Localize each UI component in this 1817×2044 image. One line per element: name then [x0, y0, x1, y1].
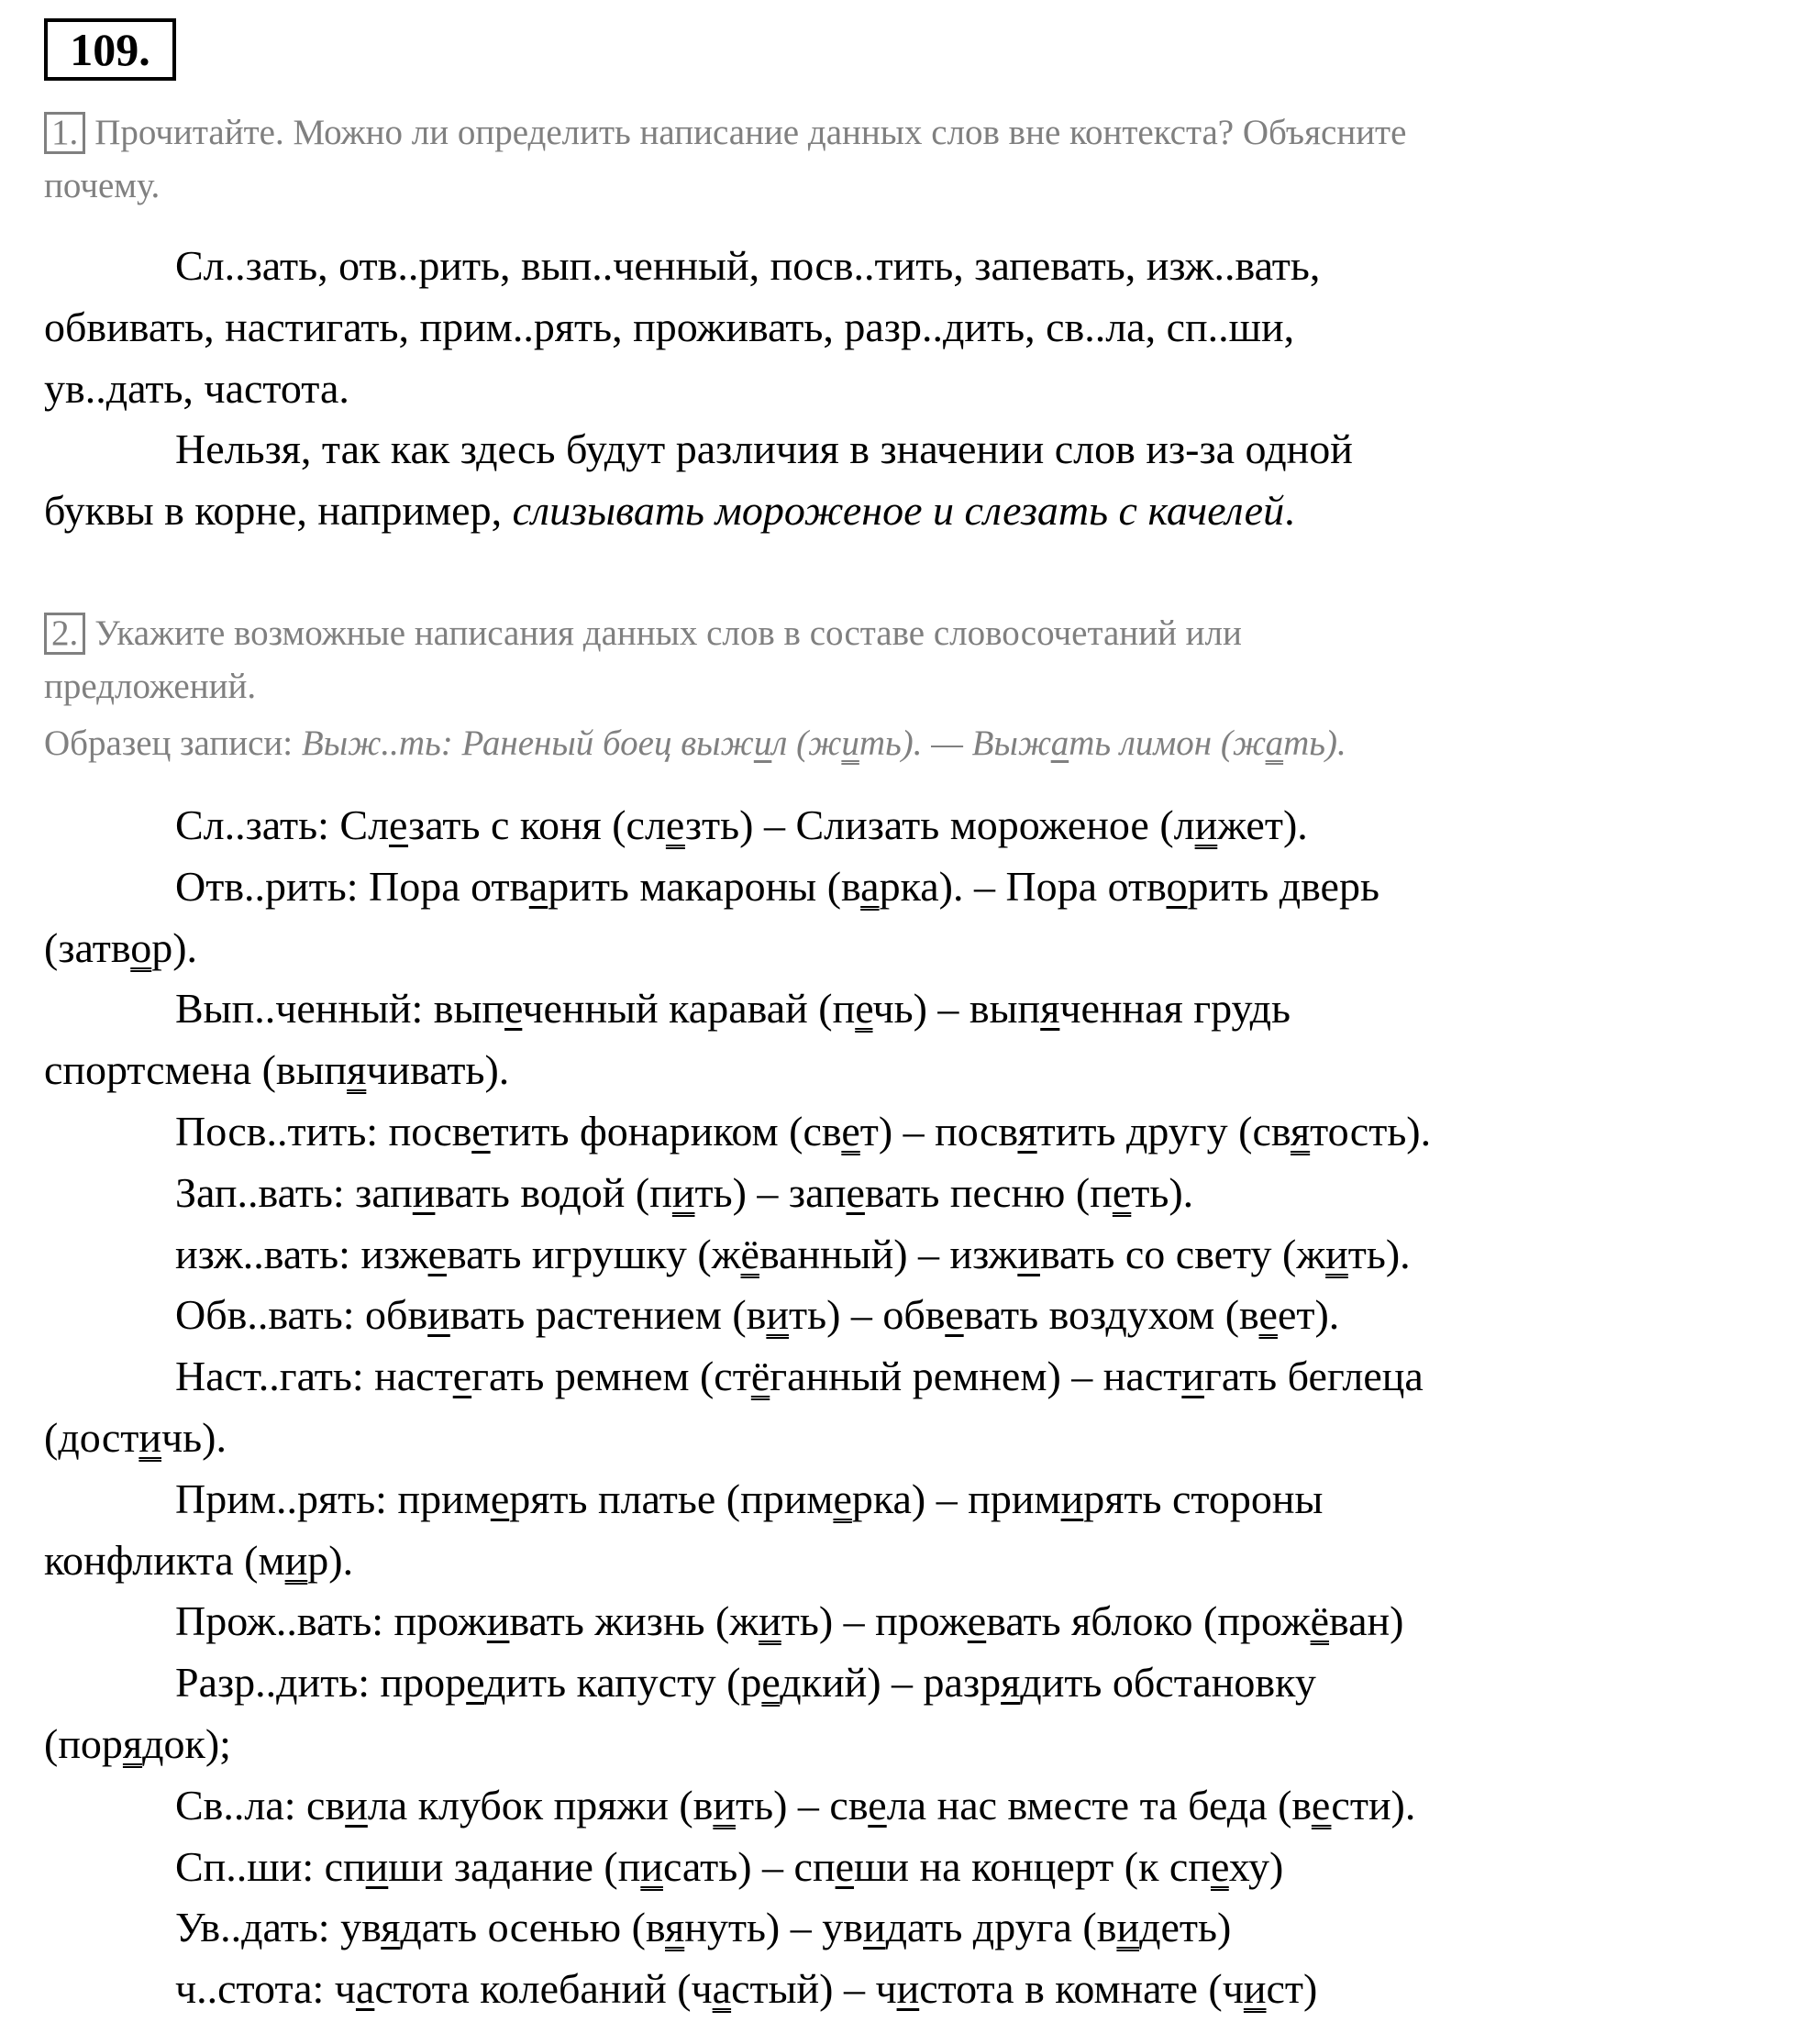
check-letter: е	[665, 801, 685, 848]
text-line: Разр..дить: проредить капусту (редкий) – разрядить обстановку	[175, 1659, 1316, 1707]
orthogram-letter: я	[1017, 1107, 1037, 1155]
orthogram-letter: е	[967, 1597, 987, 1645]
italic-example: слизывать мороженое и слезать с качелей	[512, 487, 1285, 535]
check-letter: и	[138, 1413, 162, 1461]
text-line: Сп..ши: спиши задание (писать) – спеши на концерт (к спеху)	[175, 1842, 1284, 1890]
orthogram-letter: е	[490, 1475, 510, 1522]
check-letter: а	[860, 862, 880, 910]
orthogram-letter: и	[1017, 1230, 1040, 1277]
text-line: буквы в корне, например, слизывать мороженое и слезать с качелей.	[44, 487, 1295, 535]
check-letter: я	[347, 1046, 367, 1094]
orthogram-letter: я	[381, 1904, 401, 1951]
check-letter: и	[671, 1168, 695, 1216]
check-letter: я	[1290, 1107, 1311, 1155]
orthogram-letter: и	[412, 1168, 436, 1216]
orthogram-letter: и	[1060, 1475, 1084, 1522]
orthogram-letter: и	[862, 1904, 886, 1951]
orthogram-letter: е	[452, 1353, 472, 1400]
text-line: Обв..вать: обвивать растением (вить) – обвевать воздухом (веет).	[175, 1291, 1340, 1339]
check-letter: е	[833, 1475, 852, 1522]
check-letter: я	[122, 1719, 143, 1767]
check-letter: ё	[740, 1230, 759, 1277]
answer-1	[44, 236, 1353, 542]
text-line: спортсмена (выпячивать).	[44, 1046, 510, 1094]
check-letter: и	[640, 1842, 663, 1890]
sample-text: Выж..ть: Раненый боец выжил (жить). — Выжать лимон (жать).	[301, 724, 1346, 763]
orthogram-letter: и	[753, 724, 772, 763]
text-line: Зап..вать: запивать водой (пить) – запевать песню (петь).	[175, 1168, 1194, 1216]
text-line: Прим..рять: примерять платье (примерка) – примирять стороны	[175, 1475, 1324, 1522]
orthogram-letter: а	[528, 862, 548, 910]
orthogram-letter: е	[389, 801, 409, 848]
sample-entry	[44, 723, 1346, 764]
orthogram-letter: е	[945, 1291, 964, 1339]
orthogram-letter: е	[835, 1842, 855, 1890]
text-line: ч..стота: частота колебаний (частый) – чистота в комнате (чист)	[175, 1965, 1318, 2013]
text-line: обвивать, настигать, прим..рять, проживать, разр..дить, св..ла, сп..ши,	[44, 303, 1295, 350]
sample-label: Образец записи:	[44, 724, 302, 763]
orthogram-letter: о	[1166, 862, 1188, 910]
orthogram-letter: е	[868, 1781, 887, 1829]
orthogram-letter: е	[846, 1168, 865, 1216]
check-letter: е	[1258, 1291, 1278, 1339]
check-letter: и	[1116, 1904, 1140, 1951]
text-line: Сл..зать, отв..рить, вып..ченный, посв..тить, запевать, изж..вать,	[175, 242, 1321, 289]
text-line: Нельзя, так как здесь будут различия в значении слов из-за одной	[175, 425, 1353, 473]
text-line: изж..вать: изжевать игрушку (жёванный) – изживать со свету (жить).	[175, 1230, 1411, 1277]
orthogram-letter: и	[365, 1842, 389, 1890]
text-line: Наст..гать: настегать ремнем (стёганный ремнем) – настигать беглеца	[175, 1353, 1424, 1400]
text-line: Отв..рить: Пора отварить макароны (варка). – Пора отворить дверь	[175, 862, 1379, 910]
exercise-number: 109.	[44, 18, 176, 81]
text-line: ув..дать, частота.	[44, 364, 349, 412]
orthogram-letter: я	[1040, 985, 1060, 1033]
check-letter: и	[713, 1781, 736, 1829]
check-letter: ё	[1310, 1597, 1330, 1645]
check-letter: и	[766, 1291, 789, 1339]
text-line: Ув..дать: увядать осенью (вянуть) – увидать друга (видеть)	[175, 1904, 1232, 1951]
orthogram-letter: и	[896, 1965, 920, 2013]
orthogram-letter: е	[504, 985, 523, 1033]
task-2-text-cont: предложений.	[44, 667, 257, 706]
check-letter: я	[665, 1904, 685, 1951]
check-letter: и	[759, 1597, 781, 1645]
check-letter: а	[1265, 724, 1284, 763]
check-letter: е	[855, 985, 873, 1033]
text-line: (порядок);	[44, 1719, 231, 1767]
check-letter: е	[761, 1659, 781, 1707]
orthogram-letter: и	[345, 1781, 368, 1829]
orthogram-letter: е	[427, 1230, 447, 1277]
orthogram-letter: и	[1181, 1353, 1204, 1400]
task-1-text: Прочитайте. Можно ли определить написание данных слов вне контекста? Объясните	[94, 113, 1407, 152]
text-line: (достичь).	[44, 1413, 227, 1461]
task-2-heading	[44, 613, 1242, 655]
text-line: Вып..ченный: выпеченный каравай (печь) – выпяченная грудь	[175, 985, 1291, 1033]
text-line: Сл..зать: Слезать с коня (слезть) – Слизать мороженое (лижет).	[175, 801, 1308, 848]
check-letter: е	[1210, 1842, 1229, 1890]
text-line: конфликта (мир).	[44, 1536, 354, 1584]
text-line: Посв..тить: посветить фонариком (свет) – посвятить другу (святость).	[175, 1107, 1432, 1155]
text-line: (затвор).	[44, 923, 198, 971]
task-1-number: 1.	[44, 112, 85, 154]
answer-2	[44, 795, 1431, 2020]
orthogram-letter: е	[471, 1107, 491, 1155]
check-letter: и	[1194, 801, 1218, 848]
task-1-heading	[44, 112, 1406, 154]
orthogram-letter: а	[1050, 724, 1069, 763]
orthogram-letter: е	[466, 1659, 484, 1707]
check-letter: е	[841, 1107, 860, 1155]
check-letter: и	[841, 724, 859, 763]
check-letter: а	[712, 1965, 732, 2013]
check-letter: и	[284, 1536, 308, 1584]
check-letter: ё	[750, 1353, 770, 1400]
task-1-text-cont: почему.	[44, 166, 161, 205]
check-letter: е	[1311, 1781, 1332, 1829]
check-letter: е	[1112, 1168, 1132, 1216]
text-line: Св..ла: свила клубок пряжи (вить) – свела нас вместе та беда (вести).	[175, 1781, 1416, 1829]
text-line: Прож..вать: проживать жизнь (жить) – прожевать яблоко (прожёван)	[175, 1597, 1404, 1645]
orthogram-letter: и	[486, 1597, 510, 1645]
orthogram-letter: я	[1001, 1659, 1021, 1707]
task-2-number: 2.	[44, 613, 85, 655]
task-2-text: Укажите возможные написания данных слов в составе словосочетаний или	[94, 613, 1242, 653]
check-letter: и	[1325, 1230, 1348, 1277]
check-letter: о	[130, 923, 152, 971]
check-letter: и	[1243, 1965, 1267, 2013]
orthogram-letter: а	[355, 1965, 375, 2013]
orthogram-letter: и	[427, 1291, 450, 1339]
